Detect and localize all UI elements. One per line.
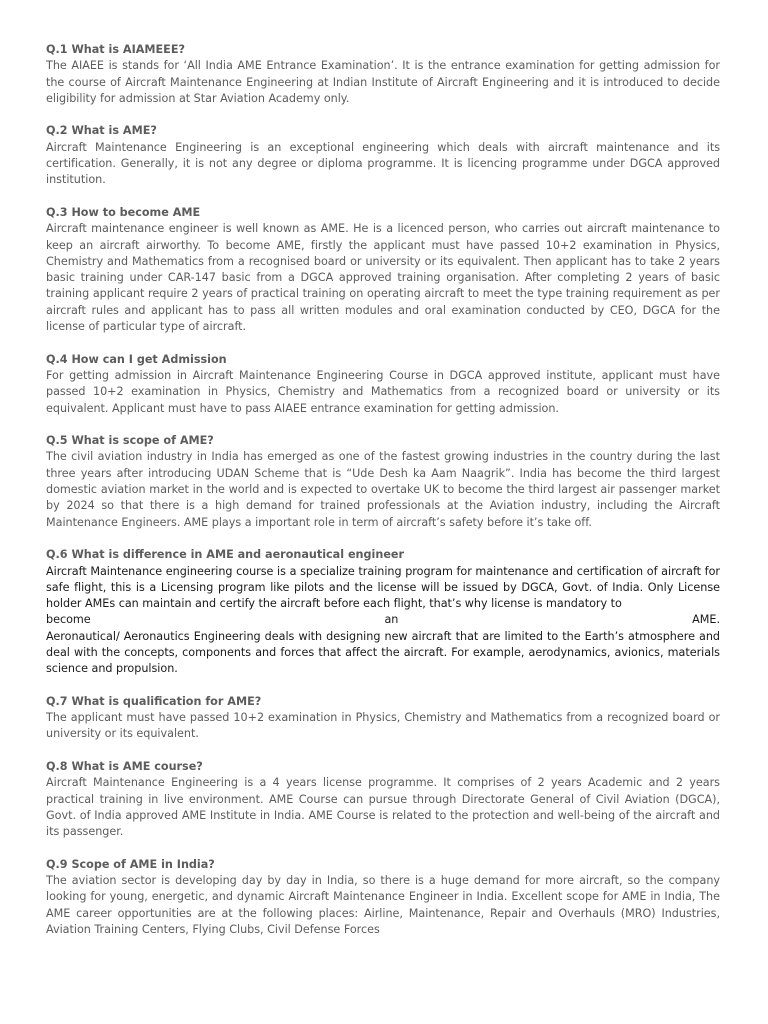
- faq-item-9: [46, 857, 720, 938]
- answer-text: The applicant must have passed 10+2 examination in Physics, Chemistry and Mathematics from a recognized board or university or its equivalent.: [46, 711, 720, 741]
- question-heading: Q.3 How to become AME: [46, 205, 201, 219]
- answer-word: AME.: [692, 613, 720, 627]
- faq-item-5: [46, 433, 720, 531]
- faq-item-2: [46, 123, 720, 188]
- question-heading: Q.6 What is difference in AME and aeronautical engineer: [46, 548, 405, 562]
- answer-text: For getting admission in Aircraft Maintenance Engineering Course in DGCA approved institute, applicant must have passed 10+2 examination in Physics, Chemistry and Mathematics from a recognized board or university or its equivalent. Applicant must have to pass AIAEE entrance examination for getting admission.: [46, 368, 720, 415]
- question-heading: Q.4 How can I get Admission: [46, 352, 227, 366]
- question-heading: Q.9 Scope of AME in India?: [46, 857, 215, 871]
- answer-text: The AIAEE is stands for ‘All India AME Entrance Examination’. It is the entrance examination for getting admission for the course of Aircraft Maintenance Engineering at Indian Institute of Aircraft Engineering and it is introduced to decide eligibility for admission at Star Aviation Academy only.: [46, 59, 720, 105]
- answer-justified-line: [46, 612, 720, 628]
- faq-item-4: [46, 352, 720, 417]
- answer-text: Aircraft maintenance engineer is well known as AME. He is a licenced person, who carries out aircraft maintenance to keep an aircraft airworthy. To become AME, firstly the applicant must have passed 10+2 examination in Physics, Chemistry and Mathematics from a recognised board or university or its equivalent. Then applicant has to take 2 years basic training under CAR-147 basic from a DGCA approved training organisation. After completing 2 years of basic training applicant require 2 years of practical training on operating aircraft to meet the type training requirement as per aircraft rules and applicant has to pass all written modules and oral examination conducted by CEO, DGCA for the license of particular type of aircraft.: [46, 222, 720, 334]
- answer-text: Aircraft Maintenance engineering course is a specialize training program for maintenance and certification of aircraft for safe flight, this is a Licensing program like pilots and the license will be issued by DGCA, Govt. of India. Only License holder AMEs can maintain and certify the aircraft before each flight, that’s why license is mandatory to: [46, 564, 720, 611]
- question-heading: Q.8 What is AME course?: [46, 760, 203, 774]
- answer-text: Aircraft Maintenance Engineering is an exceptional engineering which deals with aircraft maintenance and its certification. Generally, it is not any degree or diploma programme. It is licencing programme under DGCA approved institution.: [46, 140, 720, 187]
- answer-text: The civil aviation industry in India has emerged as one of the fastest growing industries in the country during the last three years after introducing UDAN Scheme that is “Ude Desh ka Aam Naagrik”. India has become the third largest domestic aviation market in the world and is expected to overtake UK to become the third largest air passenger market by 2024 so that there is a high demand for trained professionals at the Aviation industry, including the Aircraft Maintenance Engineers. AME plays a important role in term of aircraft’s safety before it’s take off.: [46, 450, 720, 529]
- question-heading: Q.5 What is scope of AME?: [46, 434, 214, 448]
- answer-text: Aircraft Maintenance Engineering is a 4 years license programme. It comprises of 2 years Academic and 2 years practical training in live environment. AME Course can pursue through Directorate General of Civil Aviation (DGCA), Govt. of India approved AME Institute in India. AME Course is related to the protection and well-being of the aircraft and its passenger.: [46, 776, 720, 839]
- answer-word: an: [384, 613, 399, 627]
- faq-item-7: [46, 694, 720, 743]
- faq-item-6: [46, 547, 720, 677]
- answer-text: The aviation sector is developing day by day in India, so there is a huge demand for more aircraft, so the company looking for young, energetic, and dynamic Aircraft Maintenance Engineer in India. Excellent scope for AME in India, The AME career opportunities are at the following places: Airline, Maintenance, Repair and Overhauls (MRO) Industries, Aviation Training Centers, Flying Clubs, Civil Defense Forces: [46, 874, 720, 937]
- faq-document: [46, 42, 720, 955]
- answer-text-continued: Aeronautical/ Aeronautics Engineering deals with designing new aircraft that are limited to the Earth’s atmosphere and deal with the concepts, components and forces that affect the aircraft. For example, aerodynamics, avionics, materials science and propulsion.: [46, 629, 720, 676]
- faq-item-1: [46, 42, 720, 107]
- question-heading: Q.1 What is AIAMEEE?: [46, 43, 185, 56]
- answer-word: become: [46, 613, 91, 627]
- faq-item-3: [46, 205, 720, 335]
- question-heading: Q.2 What is AME?: [46, 124, 157, 138]
- question-heading: Q.7 What is qualification for AME?: [46, 694, 262, 708]
- faq-item-8: [46, 759, 720, 840]
